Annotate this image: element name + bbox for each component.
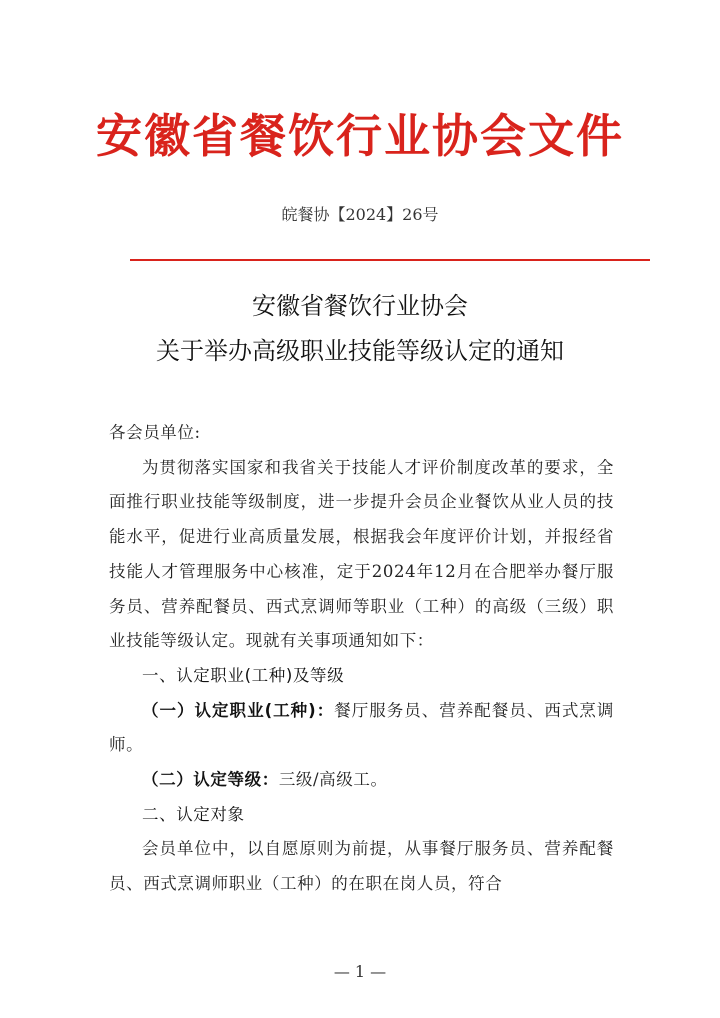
- red-separator-line: [130, 259, 650, 261]
- document-number: 皖餐协【2024】26号: [281, 205, 439, 224]
- item1-label: （一）认定职业(工种)：: [142, 700, 335, 720]
- item2-paragraph: [109, 763, 614, 798]
- document-title-line2: 关于举办高级职业技能等级认定的通知: [156, 337, 564, 365]
- document-body: [109, 416, 614, 902]
- document-title-line1: 安徽省餐饮行业协会: [252, 292, 468, 320]
- section2-heading: 二、认定对象: [142, 804, 245, 824]
- intro-paragraph: 为贯彻落实国家和我省关于技能人才评价制度改革的要求，全面推行职业技能等级制度，进一步提升会员企业餐饮从业人员的技能水平，促进行业高质量发展，根据我会年度评价计划，并报经省技能人才管理服务中心核准，定于2024年12月在合肥举办餐厅服务员、营养配餐员、西式烹调师等职业（工种）的高级（三级）职业技能等级认定。现就有关事项通知如下：: [109, 457, 614, 651]
- page-number: — 1 —: [333, 962, 387, 981]
- section1-heading: 一、认定职业(工种)及等级: [142, 665, 345, 685]
- item1-paragraph: [109, 694, 614, 763]
- item2-text: 三级/高级工。: [278, 770, 388, 790]
- section2-paragraph: 会员单位中，以自愿原则为前提，从事餐厅服务员、营养配餐员、西式烹调师职业（工种）的在职在岗人员，符合: [109, 839, 614, 894]
- item2-label: （二）认定等级：: [142, 770, 279, 790]
- salutation: 各会员单位:: [109, 423, 201, 442]
- item1-text: 餐厅服务员、营养配餐员、西式烹调师。: [109, 700, 614, 755]
- document-masthead: 安徽省餐饮行业协会文件: [96, 109, 624, 163]
